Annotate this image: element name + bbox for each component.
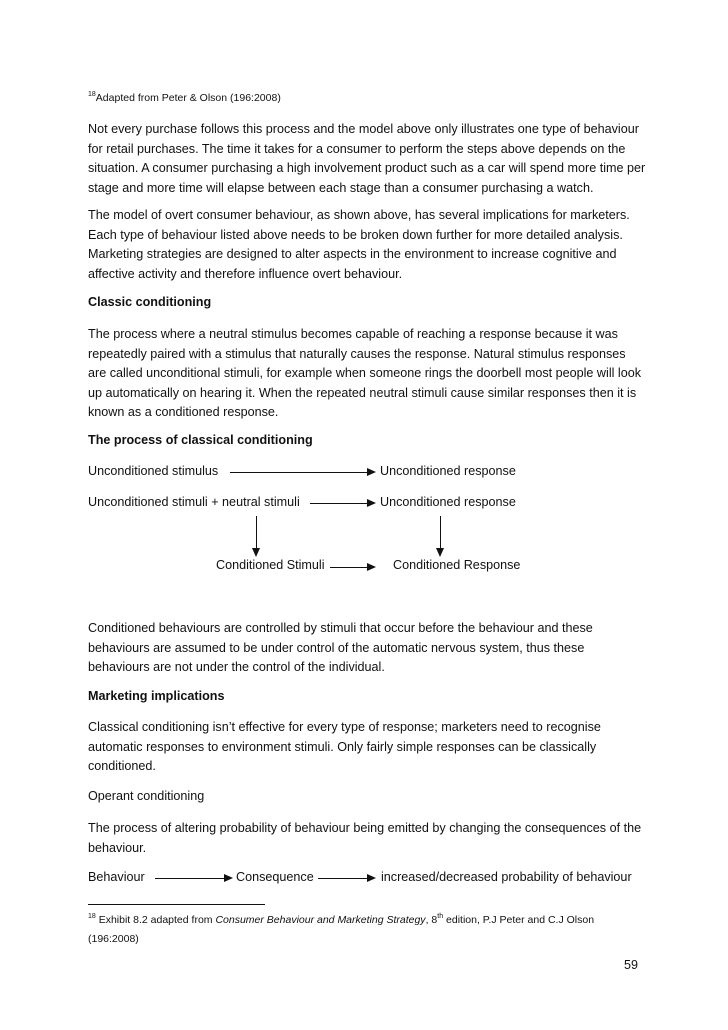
arrow-line — [310, 503, 368, 504]
text-line: stage and more time will elapse between each stage than a consumer purchasing a watch. — [88, 180, 594, 195]
arrow-head — [367, 468, 376, 476]
text-line: behaviour. — [88, 840, 147, 855]
conditioned-stimuli-label: Conditioned Stimuli — [216, 558, 325, 572]
footnote-line-2: (196:2008) — [88, 933, 139, 945]
footnote-text: Exhibit 8.2 adapted from — [95, 914, 216, 926]
heading-classic-conditioning: Classic conditioning — [88, 295, 212, 309]
heading-process-classical-conditioning: The process of classical conditioning — [88, 433, 313, 447]
arrow-head — [224, 874, 233, 882]
text-line: Not every purchase follows this process and the model above only illustrates one type of behaviour — [88, 122, 639, 136]
unconditioned-stimulus-label: Unconditioned stimulus — [88, 464, 219, 478]
unconditioned-response-label-2: Unconditioned response — [380, 495, 516, 509]
arrow-head — [367, 874, 376, 882]
footnote-superscript: th — [437, 913, 444, 920]
paragraph-classic-conditioning — [88, 325, 641, 423]
arrow-head — [367, 563, 376, 571]
arrow-line — [230, 472, 368, 473]
top-footnote — [88, 92, 281, 104]
footnote-line — [88, 911, 594, 930]
text-line: up automatically on hearing it. When the repeated neutral stimuli cause similar responses then it is — [88, 385, 637, 400]
paragraph-purchase-process — [88, 120, 645, 198]
text-line: known as a conditioned response. — [88, 405, 279, 419]
footnote-text: , 8 — [425, 914, 438, 926]
text-line: situation. A consumer purchasing a high involvement product such as a car will spend more time per — [88, 161, 646, 175]
behaviour-label: Behaviour — [88, 870, 145, 884]
unconditioned-neutral-stimuli-label: Unconditioned stimuli + neutral stimuli — [88, 495, 300, 509]
text-line: Each type of behaviour listed above needs to be broken down further for more detailed analysis. — [88, 227, 623, 242]
text-line: The process of altering probability of behaviour being emitted by changing the consequences of the — [88, 821, 642, 835]
paragraph-marketing-implications — [88, 718, 601, 777]
paragraph-operant-conditioning — [88, 819, 641, 858]
footnote-number: 18 — [88, 913, 96, 920]
text-line: for retail purchases. The time it takes for a consumer to perform the steps above depends on the — [88, 141, 626, 156]
text-line: are called unconditional stimuli, for example when someone rings the doorbell most people will look — [88, 366, 642, 380]
text-line: automatic responses to environment stimuli. Only fairly simple responses can be classically — [88, 739, 597, 754]
footnote-text: edition, P.J Peter and C.J Olson — [443, 914, 595, 926]
arrow-line — [330, 567, 368, 568]
text-line: Marketing strategies are designed to alter aspects in the environment to increase cognitive and — [88, 247, 617, 261]
arrow-head — [367, 499, 376, 507]
text-line: Conditioned behaviours are controlled by stimuli that occur before the behaviour and these — [88, 621, 593, 635]
heading-marketing-implications: Marketing implications — [88, 689, 225, 703]
down-arrow-line — [440, 516, 441, 549]
text-line: behaviours are not under the control of the individual. — [88, 660, 385, 674]
page-number: 59 — [624, 958, 639, 972]
footnote-book-title: Consumer Behaviour and Marketing Strategy — [215, 914, 426, 926]
text-line: affective activity and therefore influence overt behaviour. — [88, 266, 403, 281]
top-footnote-number: 18 — [88, 91, 96, 98]
conditioned-response-label: Conditioned Response — [393, 558, 521, 572]
text-line: The model of overt consumer behaviour, as shown above, has several implications for marketers. — [88, 208, 630, 222]
arrow-line — [318, 878, 368, 879]
footnote-separator — [88, 904, 265, 905]
text-line: behaviours are assumed to be under control of the automatic nervous system, thus these — [88, 640, 585, 655]
consequence-label: Consequence — [236, 870, 314, 884]
top-footnote-text: Adapted from Peter & Olson (196:2008) — [95, 92, 281, 104]
probability-label: increased/decreased probability of behaviour — [381, 870, 632, 884]
paragraph-overt-behaviour — [88, 206, 630, 284]
arrow-line — [155, 878, 225, 879]
text-line: Classical conditioning isn’t effective for every type of response; marketers need to recognise — [88, 720, 601, 734]
text-line: The process where a neutral stimulus becomes capable of reaching a response because it was — [88, 327, 618, 341]
down-arrow-line — [256, 516, 257, 549]
heading-operant-conditioning: Operant conditioning — [88, 789, 205, 803]
paragraph-conditioned-behaviours — [88, 619, 593, 678]
footnote — [88, 911, 594, 949]
text-line: repeatedly paired with a stimulus that naturally causes the response. Natural stimulus responses — [88, 346, 626, 361]
text-line: conditioned. — [88, 759, 156, 773]
unconditioned-response-label: Unconditioned response — [380, 464, 516, 478]
